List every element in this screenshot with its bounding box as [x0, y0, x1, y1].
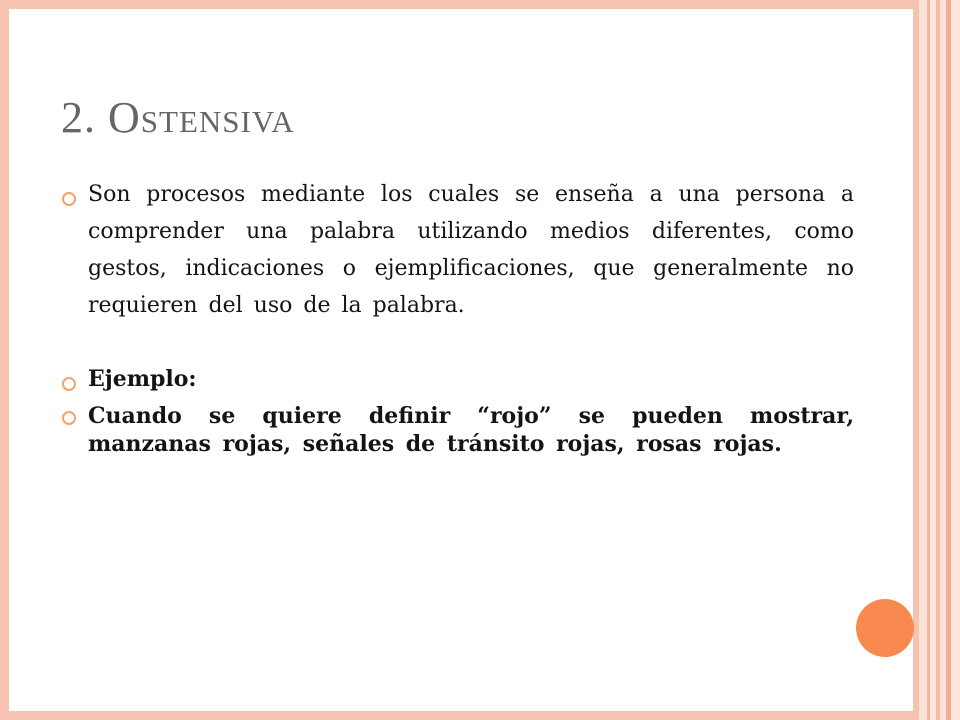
bullet-item-example — [62, 402, 854, 458]
bullet-item-definition — [62, 176, 854, 324]
frame-top-border — [0, 0, 918, 9]
bullet-item-example-label — [62, 361, 854, 398]
slide-title: 2. Ostensiva — [61, 93, 295, 142]
bullet-circle-icon — [62, 411, 76, 425]
accent-circle — [856, 599, 914, 657]
bullet-circle-icon — [62, 192, 76, 206]
bullet-text: Cuando se quiere definir “rojo” se pueden mostrar, manzanas rojas, señales de tránsito rojas, rosas rojas. — [88, 403, 854, 457]
bullet-text: Ejemplo: — [88, 366, 197, 392]
frame-bottom-border — [0, 711, 918, 720]
bullet-circle-icon — [62, 377, 76, 391]
slide-content — [62, 176, 854, 458]
decorative-stripe — [951, 0, 960, 720]
decorative-stripe — [919, 0, 927, 720]
frame-left-border — [0, 0, 9, 720]
bullet-text: Son procesos mediante los cuales se enseña a una persona a comprender una palabra utilizando medios diferentes, como gestos, indicaciones o ejemplificaciones, que generalmente no requieren del uso de la palabra. — [88, 182, 854, 318]
